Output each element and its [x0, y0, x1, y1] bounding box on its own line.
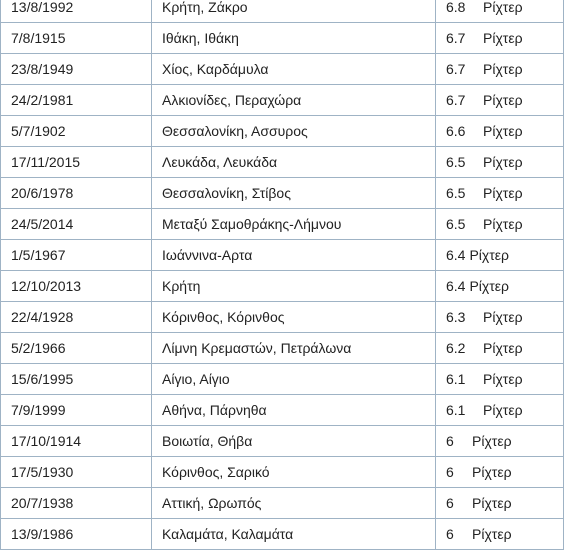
date-cell: 23/8/1949 [1, 54, 152, 85]
magnitude-value: 6.6 [446, 123, 466, 139]
magnitude-cell [436, 426, 564, 457]
magnitude-unit: Ρίχτερ [483, 154, 523, 170]
table-row [1, 457, 564, 488]
magnitude-value: 6.8 [446, 0, 466, 15]
location-cell: Ιθάκη, Ιθάκη [152, 23, 436, 54]
magnitude-cell [436, 23, 564, 54]
magnitude-cell [436, 488, 564, 519]
magnitude-unit: Ρίχτερ [483, 309, 523, 325]
date-cell: 7/8/1915 [1, 23, 152, 54]
date-cell: 7/9/1999 [1, 395, 152, 426]
table-row [1, 426, 564, 457]
table-row [1, 271, 564, 302]
magnitude-cell [436, 302, 564, 333]
magnitude-value: 6 [446, 464, 454, 480]
magnitude-cell [436, 85, 564, 116]
location-cell: Κρήτη, Ζάκρο [152, 0, 436, 23]
magnitude-value: 6.3 [446, 309, 466, 325]
table-row [1, 364, 564, 395]
magnitude-cell [436, 240, 564, 271]
magnitude-unit: Ρίχτερ [472, 495, 512, 511]
table-row [1, 333, 564, 364]
magnitude-unit: Ρίχτερ [483, 123, 523, 139]
magnitude-cell [436, 519, 564, 550]
magnitude-value: 6.2 [446, 340, 466, 356]
magnitude-unit: Ρίχτερ [472, 464, 512, 480]
table-row [1, 116, 564, 147]
magnitude-unit: Ρίχτερ [483, 61, 523, 77]
magnitude-cell [436, 0, 564, 23]
date-cell: 17/10/1914 [1, 426, 152, 457]
magnitude-unit: Ρίχτερ [483, 371, 523, 387]
magnitude-cell [436, 364, 564, 395]
table-row [1, 302, 564, 333]
magnitude-unit: Ρίχτερ [472, 433, 512, 449]
table-row [1, 209, 564, 240]
date-cell: 20/6/1978 [1, 178, 152, 209]
magnitude-unit: Ρίχτερ [483, 402, 523, 418]
magnitude-value: 6.7 [446, 92, 466, 108]
date-cell: 12/10/2013 [1, 271, 152, 302]
location-cell: Λευκάδα, Λευκάδα [152, 147, 436, 178]
table-row [1, 147, 564, 178]
magnitude-value: 6 [446, 495, 454, 511]
location-cell: Θεσσαλονίκη, Ασσυρος [152, 116, 436, 147]
location-cell: Κόρινθος, Σαρικό [152, 457, 436, 488]
magnitude-value: 6.1 [446, 402, 466, 418]
magnitude-cell [436, 333, 564, 364]
magnitude-cell [436, 116, 564, 147]
table-row [1, 395, 564, 426]
magnitude-cell [436, 271, 564, 302]
table-row [1, 85, 564, 116]
date-cell: 1/5/1967 [1, 240, 152, 271]
location-cell: Μεταξύ Σαμοθράκης-Λήμνου [152, 209, 436, 240]
location-cell: Θεσσαλονίκη, Στίβος [152, 178, 436, 209]
table-row [1, 178, 564, 209]
location-cell: Κρήτη [152, 271, 436, 302]
location-cell: Αθήνα, Πάρνηθα [152, 395, 436, 426]
date-cell: 17/5/1930 [1, 457, 152, 488]
table-row [1, 23, 564, 54]
location-cell: Χίος, Καρδάμυλα [152, 54, 436, 85]
earthquakes-table-body [1, 0, 564, 550]
table-row [1, 0, 564, 23]
date-cell: 17/11/2015 [1, 147, 152, 178]
date-cell: 5/7/1902 [1, 116, 152, 147]
magnitude-value: 6.5 [446, 154, 466, 170]
date-cell: 24/2/1981 [1, 85, 152, 116]
magnitude-unit: Ρίχτερ [483, 0, 523, 15]
magnitude-value: 6.7 [446, 61, 466, 77]
magnitude-cell [436, 178, 564, 209]
date-cell: 20/7/1938 [1, 488, 152, 519]
magnitude-unit: Ρίχτερ [483, 340, 523, 356]
table-row [1, 240, 564, 271]
magnitude-unit: Ρίχτερ [483, 185, 523, 201]
magnitude-value: 6.4 [446, 247, 466, 263]
table-row [1, 488, 564, 519]
location-cell: Καλαμάτα, Καλαμάτα [152, 519, 436, 550]
date-cell: 15/6/1995 [1, 364, 152, 395]
magnitude-cell [436, 457, 564, 488]
magnitude-unit: Ρίχτερ [483, 216, 523, 232]
magnitude-value: 6 [446, 526, 454, 542]
magnitude-cell [436, 54, 564, 85]
magnitude-unit: Ρίχτερ [469, 278, 510, 294]
location-cell: Βοιωτία, Θήβα [152, 426, 436, 457]
magnitude-unit: Ρίχτερ [469, 247, 510, 263]
magnitude-unit: Ρίχτερ [483, 30, 523, 46]
date-cell: 24/5/2014 [1, 209, 152, 240]
table-row [1, 54, 564, 85]
location-cell: Λίμνη Κρεμαστών, Πετράλωνα [152, 333, 436, 364]
magnitude-cell [436, 395, 564, 426]
magnitude-unit: Ρίχτερ [472, 526, 512, 542]
location-cell: Κόρινθος, Κόρινθος [152, 302, 436, 333]
location-cell: Αίγιο, Αίγιο [152, 364, 436, 395]
magnitude-unit: Ρίχτερ [483, 92, 523, 108]
magnitude-value: 6.5 [446, 185, 466, 201]
magnitude-value: 6.4 [446, 278, 466, 294]
magnitude-value: 6.1 [446, 371, 466, 387]
magnitude-value: 6 [446, 433, 454, 449]
magnitude-value: 6.7 [446, 30, 466, 46]
table-row [1, 519, 564, 550]
date-cell: 22/4/1928 [1, 302, 152, 333]
date-cell: 13/8/1992 [1, 0, 152, 23]
location-cell: Αττική, Ωρωπός [152, 488, 436, 519]
magnitude-cell [436, 209, 564, 240]
magnitude-cell [436, 147, 564, 178]
magnitude-value: 6.5 [446, 216, 466, 232]
date-cell: 5/2/1966 [1, 333, 152, 364]
date-cell: 13/9/1986 [1, 519, 152, 550]
location-cell: Ιωάννινα-Αρτα [152, 240, 436, 271]
location-cell: Αλκιονίδες, Περαχώρα [152, 85, 436, 116]
